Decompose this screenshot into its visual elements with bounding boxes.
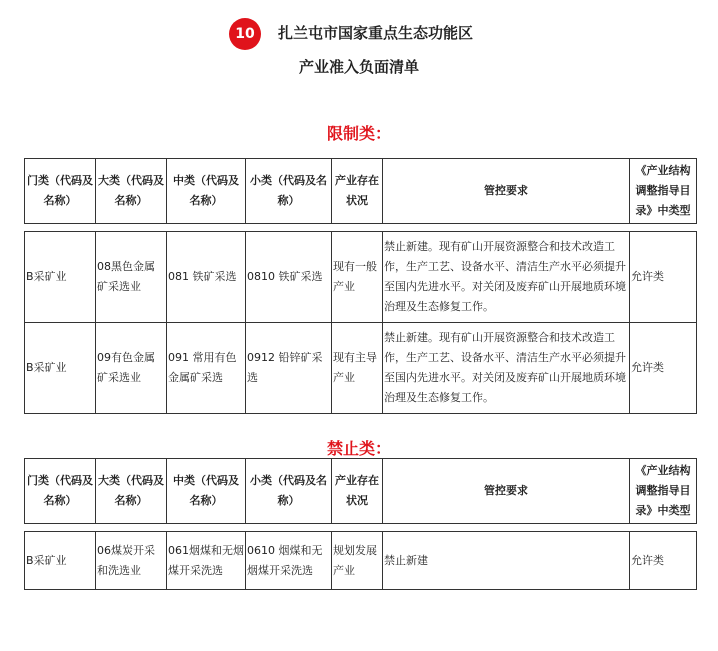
cell-medium: 061烟煤和无烟煤开采洗选 [167, 532, 246, 590]
table-row [25, 532, 697, 590]
cell-category: B采矿业 [25, 532, 96, 590]
cell-status: 规划发展产业 [332, 532, 383, 590]
col-header-major: 大类（代码及名称） [96, 459, 167, 524]
col-header-minor: 小类（代码及名称） [246, 159, 332, 224]
cell-control: 禁止新建。现有矿山开展资源整合和技术改造工作，生产工艺、设备水平、清洁生产水平必须提升至国内先进水平。对关闭及废弃矿山开展地质环境治理及生态修复工作。 [383, 323, 630, 414]
table-row [25, 323, 697, 414]
col-header-control: 管控要求 [383, 459, 630, 524]
col-header-category: 门类（代码及名称） [25, 159, 96, 224]
col-header-control: 管控要求 [383, 159, 630, 224]
page-title: 扎兰屯市国家重点生态功能区 [278, 24, 474, 42]
col-header-status: 产业存在状况 [332, 159, 383, 224]
col-header-medium: 中类（代码及名称） [167, 159, 246, 224]
restricted-section-label: 限制类： [326, 124, 391, 143]
table-row [25, 232, 697, 323]
cell-minor: 0810 铁矿采选 [246, 232, 332, 323]
section-number-badge: 10 [229, 18, 261, 50]
cell-minor: 0610 烟煤和无烟煤开采洗选 [246, 532, 332, 590]
cell-status: 现有一般产业 [332, 232, 383, 323]
cell-medium: 091 常用有色金属矿采选 [167, 323, 246, 414]
table-header-row [25, 159, 697, 224]
cell-control: 禁止新建 [383, 532, 630, 590]
restricted-table [24, 158, 697, 414]
col-header-type: 《产业结构调整指导目录》中类型 [630, 459, 697, 524]
page-subtitle: 产业准入负面清单 [298, 58, 419, 76]
col-header-status: 产业存在状况 [332, 459, 383, 524]
cell-major: 09有色金属矿采选业 [96, 323, 167, 414]
prohibited-section-label: 禁止类： [326, 439, 391, 458]
col-header-medium: 中类（代码及名称） [167, 459, 246, 524]
cell-type: 允许类 [630, 323, 697, 414]
cell-category: B采矿业 [25, 232, 96, 323]
cell-category: B采矿业 [25, 323, 96, 414]
cell-medium: 081 铁矿采选 [167, 232, 246, 323]
cell-major: 08黑色金属矿采选业 [96, 232, 167, 323]
cell-control: 禁止新建。现有矿山开展资源整合和技术改造工作，生产工艺、设备水平、清洁生产水平必须提升至国内先进水平。对关闭及废弃矿山开展地质环境治理及生态修复工作。 [383, 232, 630, 323]
cell-major: 06煤炭开采和洗选业 [96, 532, 167, 590]
col-header-major: 大类（代码及名称） [96, 159, 167, 224]
table-header-row [25, 459, 697, 524]
prohibited-table [24, 458, 697, 590]
col-header-type: 《产业结构调整指导目录》中类型 [630, 159, 697, 224]
cell-type: 允许类 [630, 532, 697, 590]
cell-minor: 0912 铅锌矿采选 [246, 323, 332, 414]
cell-type: 允许类 [630, 232, 697, 323]
col-header-category: 门类（代码及名称） [25, 459, 96, 524]
cell-status: 现有主导产业 [332, 323, 383, 414]
col-header-minor: 小类（代码及名称） [246, 459, 332, 524]
